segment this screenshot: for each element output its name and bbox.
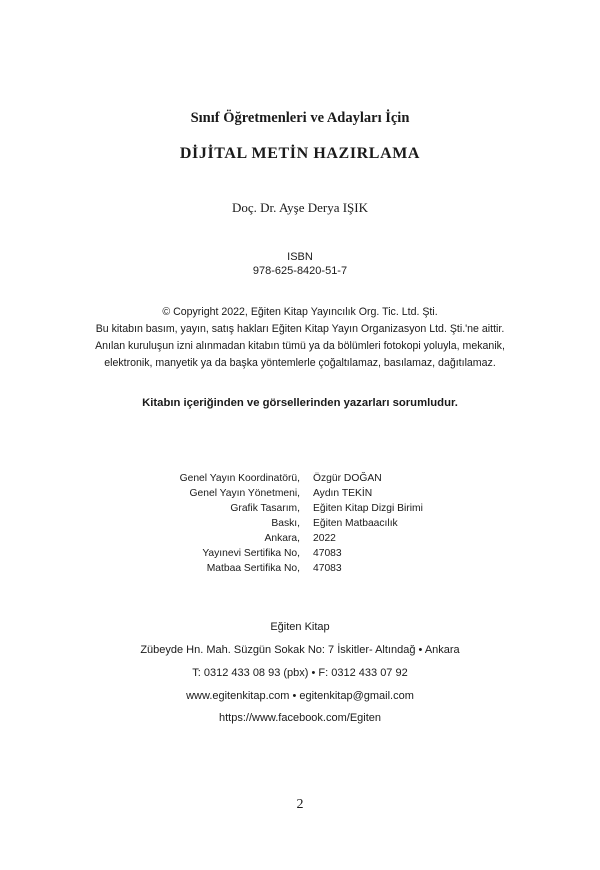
credit-row — [0, 531, 600, 546]
credit-value: 47083 — [313, 548, 342, 559]
credit-row — [0, 486, 600, 501]
credit-value: Aydın TEKİN — [313, 488, 373, 499]
credit-value: 47083 — [313, 563, 342, 574]
page-number: 2 — [296, 797, 304, 812]
credit-value: Özgür DOĞAN — [313, 473, 382, 484]
credits-list — [0, 471, 600, 576]
publisher-web-email: www.egitenkitap.com • egitenkitap@gmail.com — [186, 690, 414, 702]
book-subtitle: Sınıf Öğretmenleri ve Adayları İçin — [190, 110, 410, 126]
credit-row — [0, 471, 600, 486]
publisher-address: Zübeyde Hn. Mah. Süzgün Sokak No: 7 İskitler- Altındağ • Ankara — [140, 644, 460, 656]
copyright-line: © Copyright 2022, Eğiten Kitap Yayıncılık Org. Tic. Ltd. Şti. — [162, 306, 438, 318]
publisher-phone: T: 0312 433 08 93 (pbx) • F: 0312 433 07 92 — [192, 667, 408, 679]
credit-label: Genel Yayın Koordinatörü, — [179, 473, 300, 484]
credit-label: Ankara, — [264, 533, 300, 544]
copyright-line: Anılan kuruluşun izni alınmadan kitabın tümü ya da bölümleri fotokopi yoluyla, mekanik, — [95, 340, 505, 352]
credit-label: Matbaa Sertifika No, — [206, 563, 300, 574]
copyright-notice — [0, 304, 600, 372]
book-author: Doç. Dr. Ayşe Derya IŞIK — [232, 200, 368, 215]
book-title: DİJİTAL METİN HAZIRLAMA — [179, 145, 421, 162]
credit-value: Eğiten Kitap Dizgi Birimi — [313, 503, 423, 514]
publisher-name: Eğiten Kitap — [270, 621, 330, 633]
credit-row — [0, 546, 600, 561]
credit-row — [0, 516, 600, 531]
publisher-facebook: https://www.facebook.com/Egiten — [218, 712, 382, 724]
responsibility-note: Kitabın içeriğinden ve görsellerinden yazarları sorumludur. — [142, 397, 458, 409]
copyright-line: Bu kitabın basım, yayın, satış hakları Eğiten Kitap Yayın Organizasyon Ltd. Şti.'ne aittir. — [95, 323, 505, 335]
isbn-number: 978-625-8420-51-7 — [252, 265, 348, 277]
isbn-label: ISBN — [287, 251, 313, 263]
credit-value: 2022 — [313, 533, 336, 544]
credit-label: Baskı, — [271, 518, 300, 529]
credit-label: Yayınevi Sertifika No, — [202, 548, 300, 559]
credit-row — [0, 501, 600, 516]
credit-label: Grafik Tasarım, — [230, 503, 300, 514]
credit-label: Genel Yayın Yönetmeni, — [189, 488, 300, 499]
copyright-line: elektronik, manyetik ya da başka yöntemlerle çoğaltılamaz, basılamaz, dağıtılamaz. — [104, 357, 496, 369]
credit-value: Eğiten Matbaacılık — [313, 518, 398, 529]
credit-row — [0, 561, 600, 576]
